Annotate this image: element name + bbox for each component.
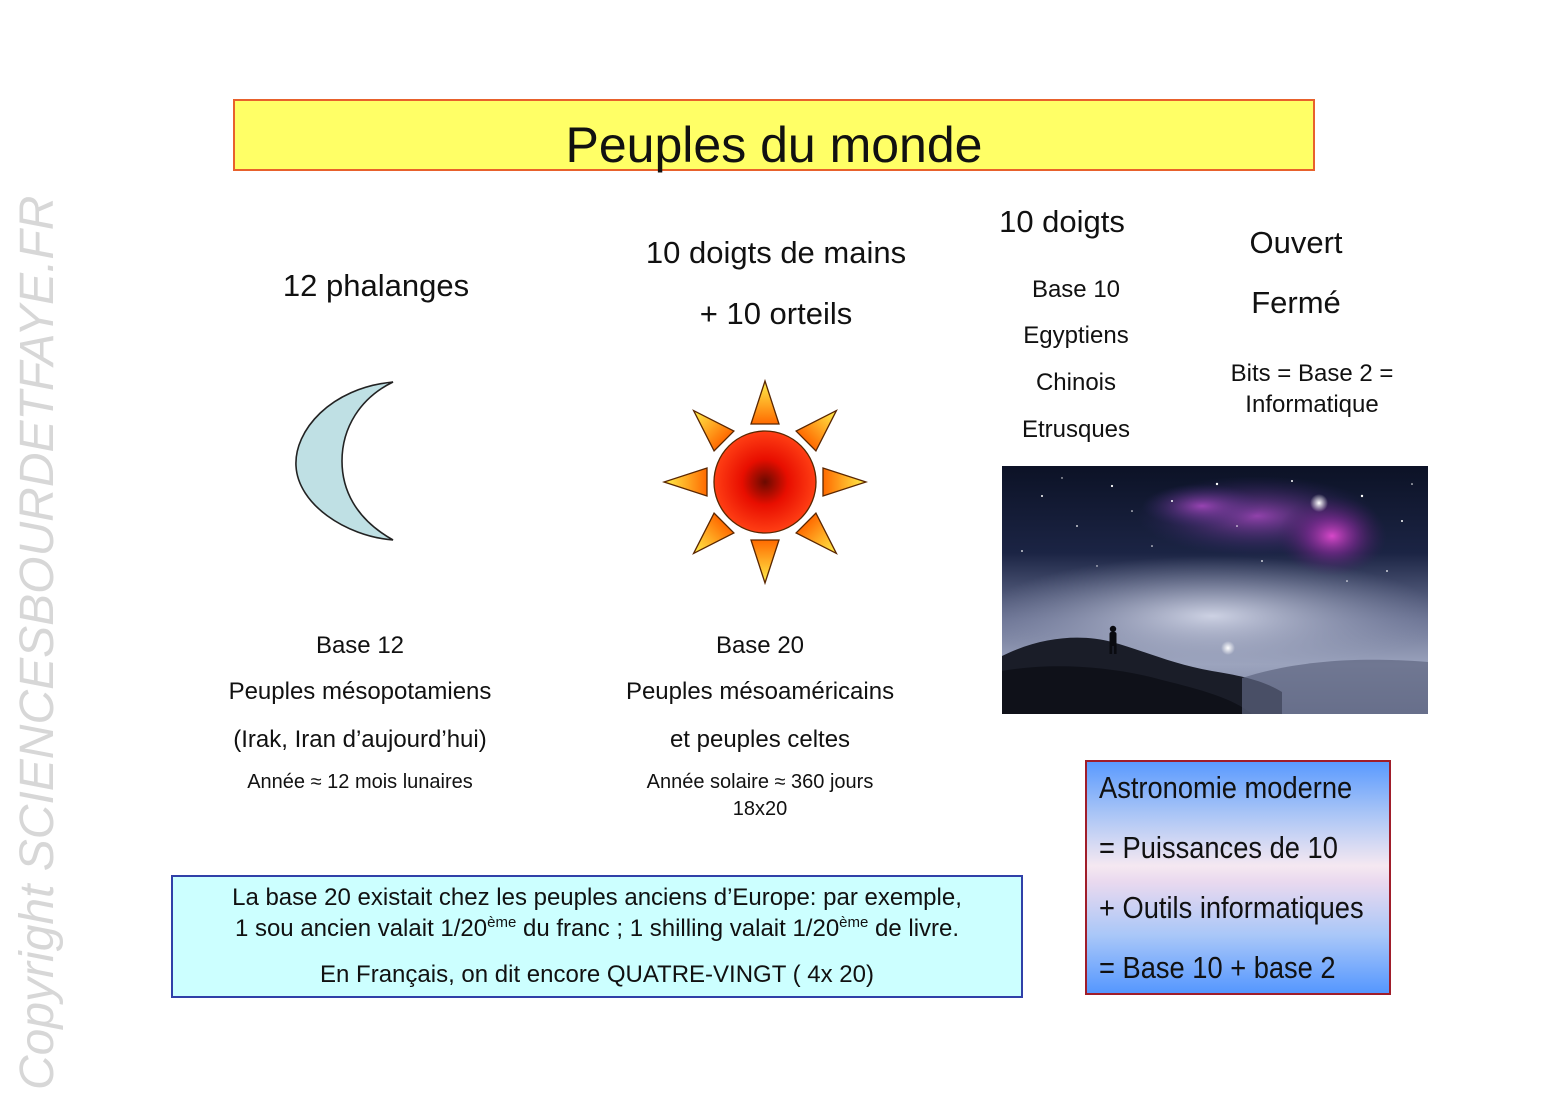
astronomy-line: + Outils informatiques (1099, 890, 1364, 925)
info-line-2 (171, 915, 1023, 943)
sun-base: Base 20 (715, 632, 805, 659)
astronomy-line: = Base 10 + base 2 (1099, 950, 1336, 985)
sun-icon (662, 378, 868, 586)
binary-bits-2: Informatique (1245, 391, 1379, 418)
ten-heading: 10 doigts (999, 204, 1125, 239)
sun-heading-1: 10 doigts de mains (645, 235, 907, 270)
info-line-2-part-c: de livre. (868, 915, 960, 942)
sun-heading-2: + 10 orteils (699, 296, 853, 331)
sun-people-1: Peuples mésoaméricains (625, 678, 895, 705)
crescent-moon-icon (290, 376, 400, 546)
sun-product: 18x20 (732, 798, 788, 820)
binary-bits-1: Bits = Base 2 = (1230, 360, 1394, 387)
moon-heading: 12 phalanges (282, 268, 470, 303)
superscript-eme: ème (487, 914, 517, 931)
info-line-2-part-b: du franc ; 1 shilling valait 1/20 (516, 915, 840, 942)
moon-region: (Irak, Iran d’aujourd’hui) (233, 726, 487, 753)
superscript-eme: ème (839, 914, 869, 931)
info-line-2-part-a: 1 sou ancien valait 1/20 (234, 915, 488, 942)
page-title: Peuples du monde (565, 117, 983, 173)
info-line-1: La base 20 existait chez les peuples anciens d’Europe: par exemple, (232, 884, 962, 911)
ten-item: Chinois (1035, 369, 1117, 396)
copyright-watermark: Copyright SCIENCESBOURDETFAYE.FR (11, 195, 64, 1090)
ten-item: Base 10 (1031, 276, 1121, 303)
astronomy-line: = Puissances de 10 (1099, 830, 1338, 865)
binary-open: Ouvert (1249, 225, 1343, 260)
info-line-3: En Français, on dit encore QUATRE-VINGT ( 4x 20) (320, 961, 874, 988)
moon-base: Base 12 (315, 632, 405, 659)
night-sky-photo (1002, 466, 1428, 714)
ten-item: Egyptiens (1023, 322, 1129, 349)
ten-item: Etrusques (1021, 416, 1131, 443)
moon-people: Peuples mésopotamiens (228, 678, 492, 705)
sun-year: Année solaire ≈ 360 jours (646, 771, 874, 793)
moon-year: Année ≈ 12 mois lunaires (247, 771, 473, 793)
binary-closed: Fermé (1251, 285, 1341, 320)
astronomy-line: Astronomie moderne (1099, 770, 1353, 805)
sun-people-2: et peuples celtes (669, 726, 851, 753)
